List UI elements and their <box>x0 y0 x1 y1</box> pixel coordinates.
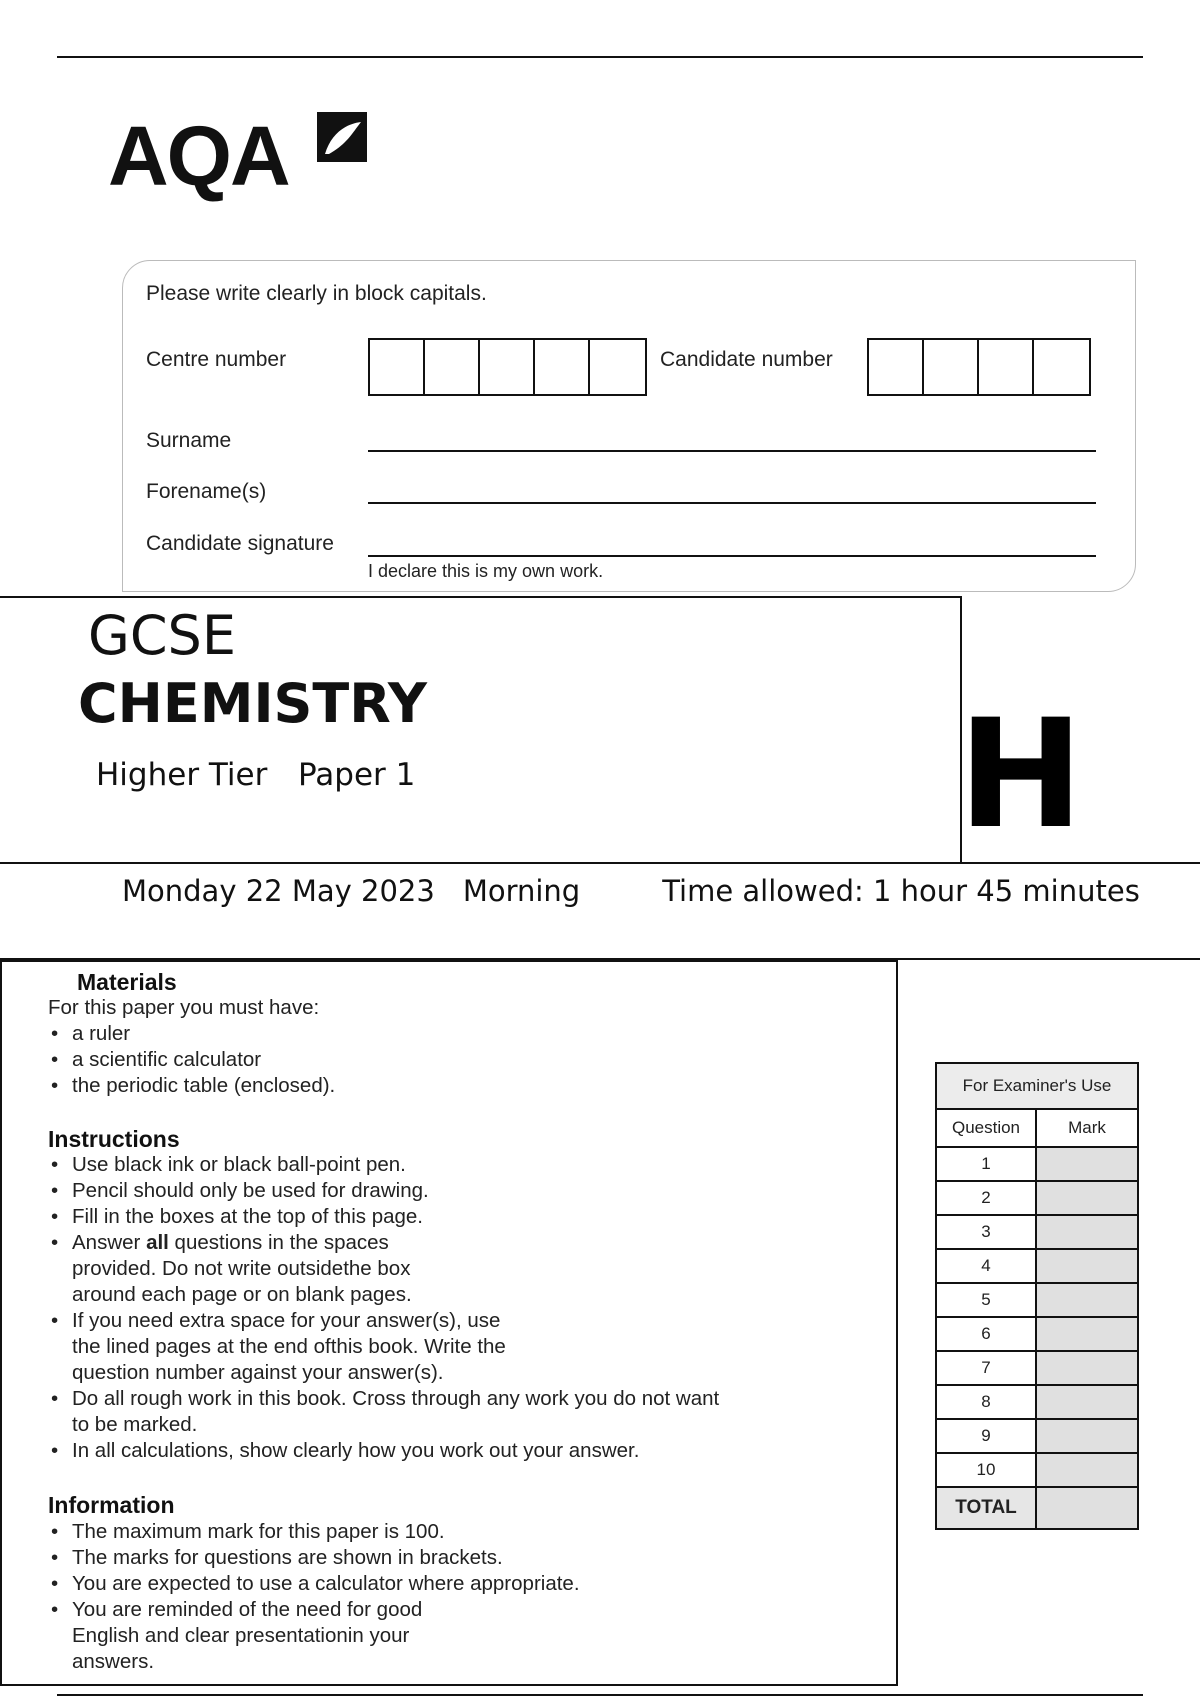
list-item: • The marks for questions are shown in brackets. <box>48 1545 868 1571</box>
top-rule <box>57 56 1143 58</box>
examiner-use-table <box>935 1062 1139 1530</box>
total-mark-cell <box>1036 1487 1138 1529</box>
list-item: • a ruler <box>48 1021 868 1047</box>
information-list <box>48 1519 868 1675</box>
list-item-line: If you need extra space for your answer(s), use <box>72 1309 501 1332</box>
list-item-line: provided. Do not write outsidethe box <box>72 1257 411 1280</box>
mark-cell <box>1036 1385 1138 1419</box>
question-number: 9 <box>936 1419 1036 1453</box>
mark-cell <box>1036 1419 1138 1453</box>
question-number: 8 <box>936 1385 1036 1419</box>
list-item <box>48 1308 888 1386</box>
list-item-line: English and clear presentationin your <box>72 1624 410 1647</box>
instructions-list <box>48 1152 888 1464</box>
question-number: 10 <box>936 1453 1036 1487</box>
time-allowed: Time allowed: 1 hour 45 minutes <box>662 874 1140 908</box>
list-item-line: You are reminded of the need for good <box>72 1598 423 1621</box>
mark-cell <box>1036 1317 1138 1351</box>
forenames-field[interactable] <box>368 502 1096 504</box>
mark-cell <box>1036 1453 1138 1487</box>
question-number: 5 <box>936 1283 1036 1317</box>
centre-number-boxes[interactable] <box>368 338 647 396</box>
answer-all-emphasis: all <box>146 1231 169 1254</box>
list-item: • You are expected to use a calculator where appropriate. <box>48 1571 868 1597</box>
list-item: • In all calculations, show clearly how you work out your answer. <box>48 1438 888 1464</box>
list-item-line: the lined pages at the end ofthis book. Write the <box>72 1335 506 1358</box>
exam-date: Monday 22 May 2023 <box>122 874 435 908</box>
exam-date-row <box>122 874 1140 908</box>
aqa-logo <box>108 104 378 204</box>
answer-all-rest: questions in the spaces <box>168 1231 389 1254</box>
question-number: 4 <box>936 1249 1036 1283</box>
centre-number-digit-box[interactable] <box>590 340 645 394</box>
tier-label: Higher Tier <box>96 757 268 793</box>
candidate-number-digit-box[interactable] <box>924 340 979 394</box>
list-item-line: Do all rough work in this book. Cross through any work you do not want <box>72 1387 720 1410</box>
surname-label: Surname <box>146 429 232 452</box>
list-item: • The maximum mark for this paper is 100. <box>48 1519 868 1545</box>
declaration-text: I declare this is my own work. <box>368 561 604 581</box>
exam-session: Morning <box>462 874 581 908</box>
aqa-logo-text: AQA <box>108 109 289 203</box>
surname-field[interactable] <box>368 450 1096 452</box>
candidate-number-digit-box[interactable] <box>979 340 1034 394</box>
question-number: 2 <box>936 1181 1036 1215</box>
tier-letter: H <box>958 688 1084 862</box>
list-item: • Pencil should only be used for drawing. <box>48 1178 888 1204</box>
signature-field[interactable] <box>368 555 1096 557</box>
mark-cell <box>1036 1215 1138 1249</box>
list-item: • Fill in the boxes at the top of this page. <box>48 1204 888 1230</box>
centre-number-digit-box[interactable] <box>480 340 535 394</box>
mark-cell <box>1036 1181 1138 1215</box>
question-number: 1 <box>936 1147 1036 1181</box>
candidate-number-label: Candidate number <box>660 348 833 371</box>
question-number: 3 <box>936 1215 1036 1249</box>
list-item-line: to be marked. <box>72 1413 198 1436</box>
question-column-header: Question <box>936 1109 1036 1147</box>
centre-number-digit-box[interactable] <box>425 340 480 394</box>
materials-list <box>48 1021 868 1099</box>
mark-cell <box>1036 1249 1138 1283</box>
centre-number-digit-box[interactable] <box>535 340 590 394</box>
list-item: • the periodic table (enclosed). <box>48 1073 868 1099</box>
paper-number-label: Paper 1 <box>298 757 416 793</box>
list-item-line: question number against your answer(s). <box>72 1361 444 1384</box>
instructions-heading: Instructions <box>48 1126 180 1152</box>
materials-heading: Materials <box>77 969 177 995</box>
list-item <box>48 1597 868 1675</box>
list-item <box>48 1386 888 1438</box>
information-heading: Information <box>48 1492 175 1518</box>
list-item: • Use black ink or black ball-point pen. <box>48 1152 888 1178</box>
mark-cell <box>1036 1147 1138 1181</box>
candidate-number-boxes[interactable] <box>867 338 1091 396</box>
title-bottom-rule <box>0 862 1200 864</box>
bottom-rule <box>57 1694 1143 1696</box>
list-item-line: around each page or on blank pages. <box>72 1283 412 1306</box>
list-item: • a scientific calculator <box>48 1047 868 1073</box>
centre-number-label: Centre number <box>146 348 287 371</box>
materials-intro: For this paper you must have: <box>48 996 320 1019</box>
examiner-table-title: For Examiner's Use <box>936 1063 1138 1109</box>
mark-column-header: Mark <box>1036 1109 1138 1147</box>
signature-label: Candidate signature <box>146 532 334 555</box>
mark-cell <box>1036 1351 1138 1385</box>
centre-number-digit-box[interactable] <box>370 340 425 394</box>
aqa-logo-mark-icon <box>313 108 371 166</box>
mark-cell <box>1036 1283 1138 1317</box>
block-capitals-instruction: Please write clearly in block capitals. <box>146 282 487 305</box>
question-number: 6 <box>936 1317 1036 1351</box>
candidate-number-digit-box[interactable] <box>1034 340 1089 394</box>
list-item <box>48 1230 888 1308</box>
subject-title: CHEMISTRY <box>78 672 427 735</box>
question-number: 7 <box>936 1351 1036 1385</box>
total-label: TOTAL <box>936 1487 1036 1529</box>
candidate-number-digit-box[interactable] <box>869 340 924 394</box>
list-item-line: answers. <box>72 1650 155 1673</box>
forenames-label: Forename(s) <box>146 480 267 503</box>
qualification-title: GCSE <box>88 604 236 667</box>
answer-all-pre: Answer <box>72 1231 147 1254</box>
